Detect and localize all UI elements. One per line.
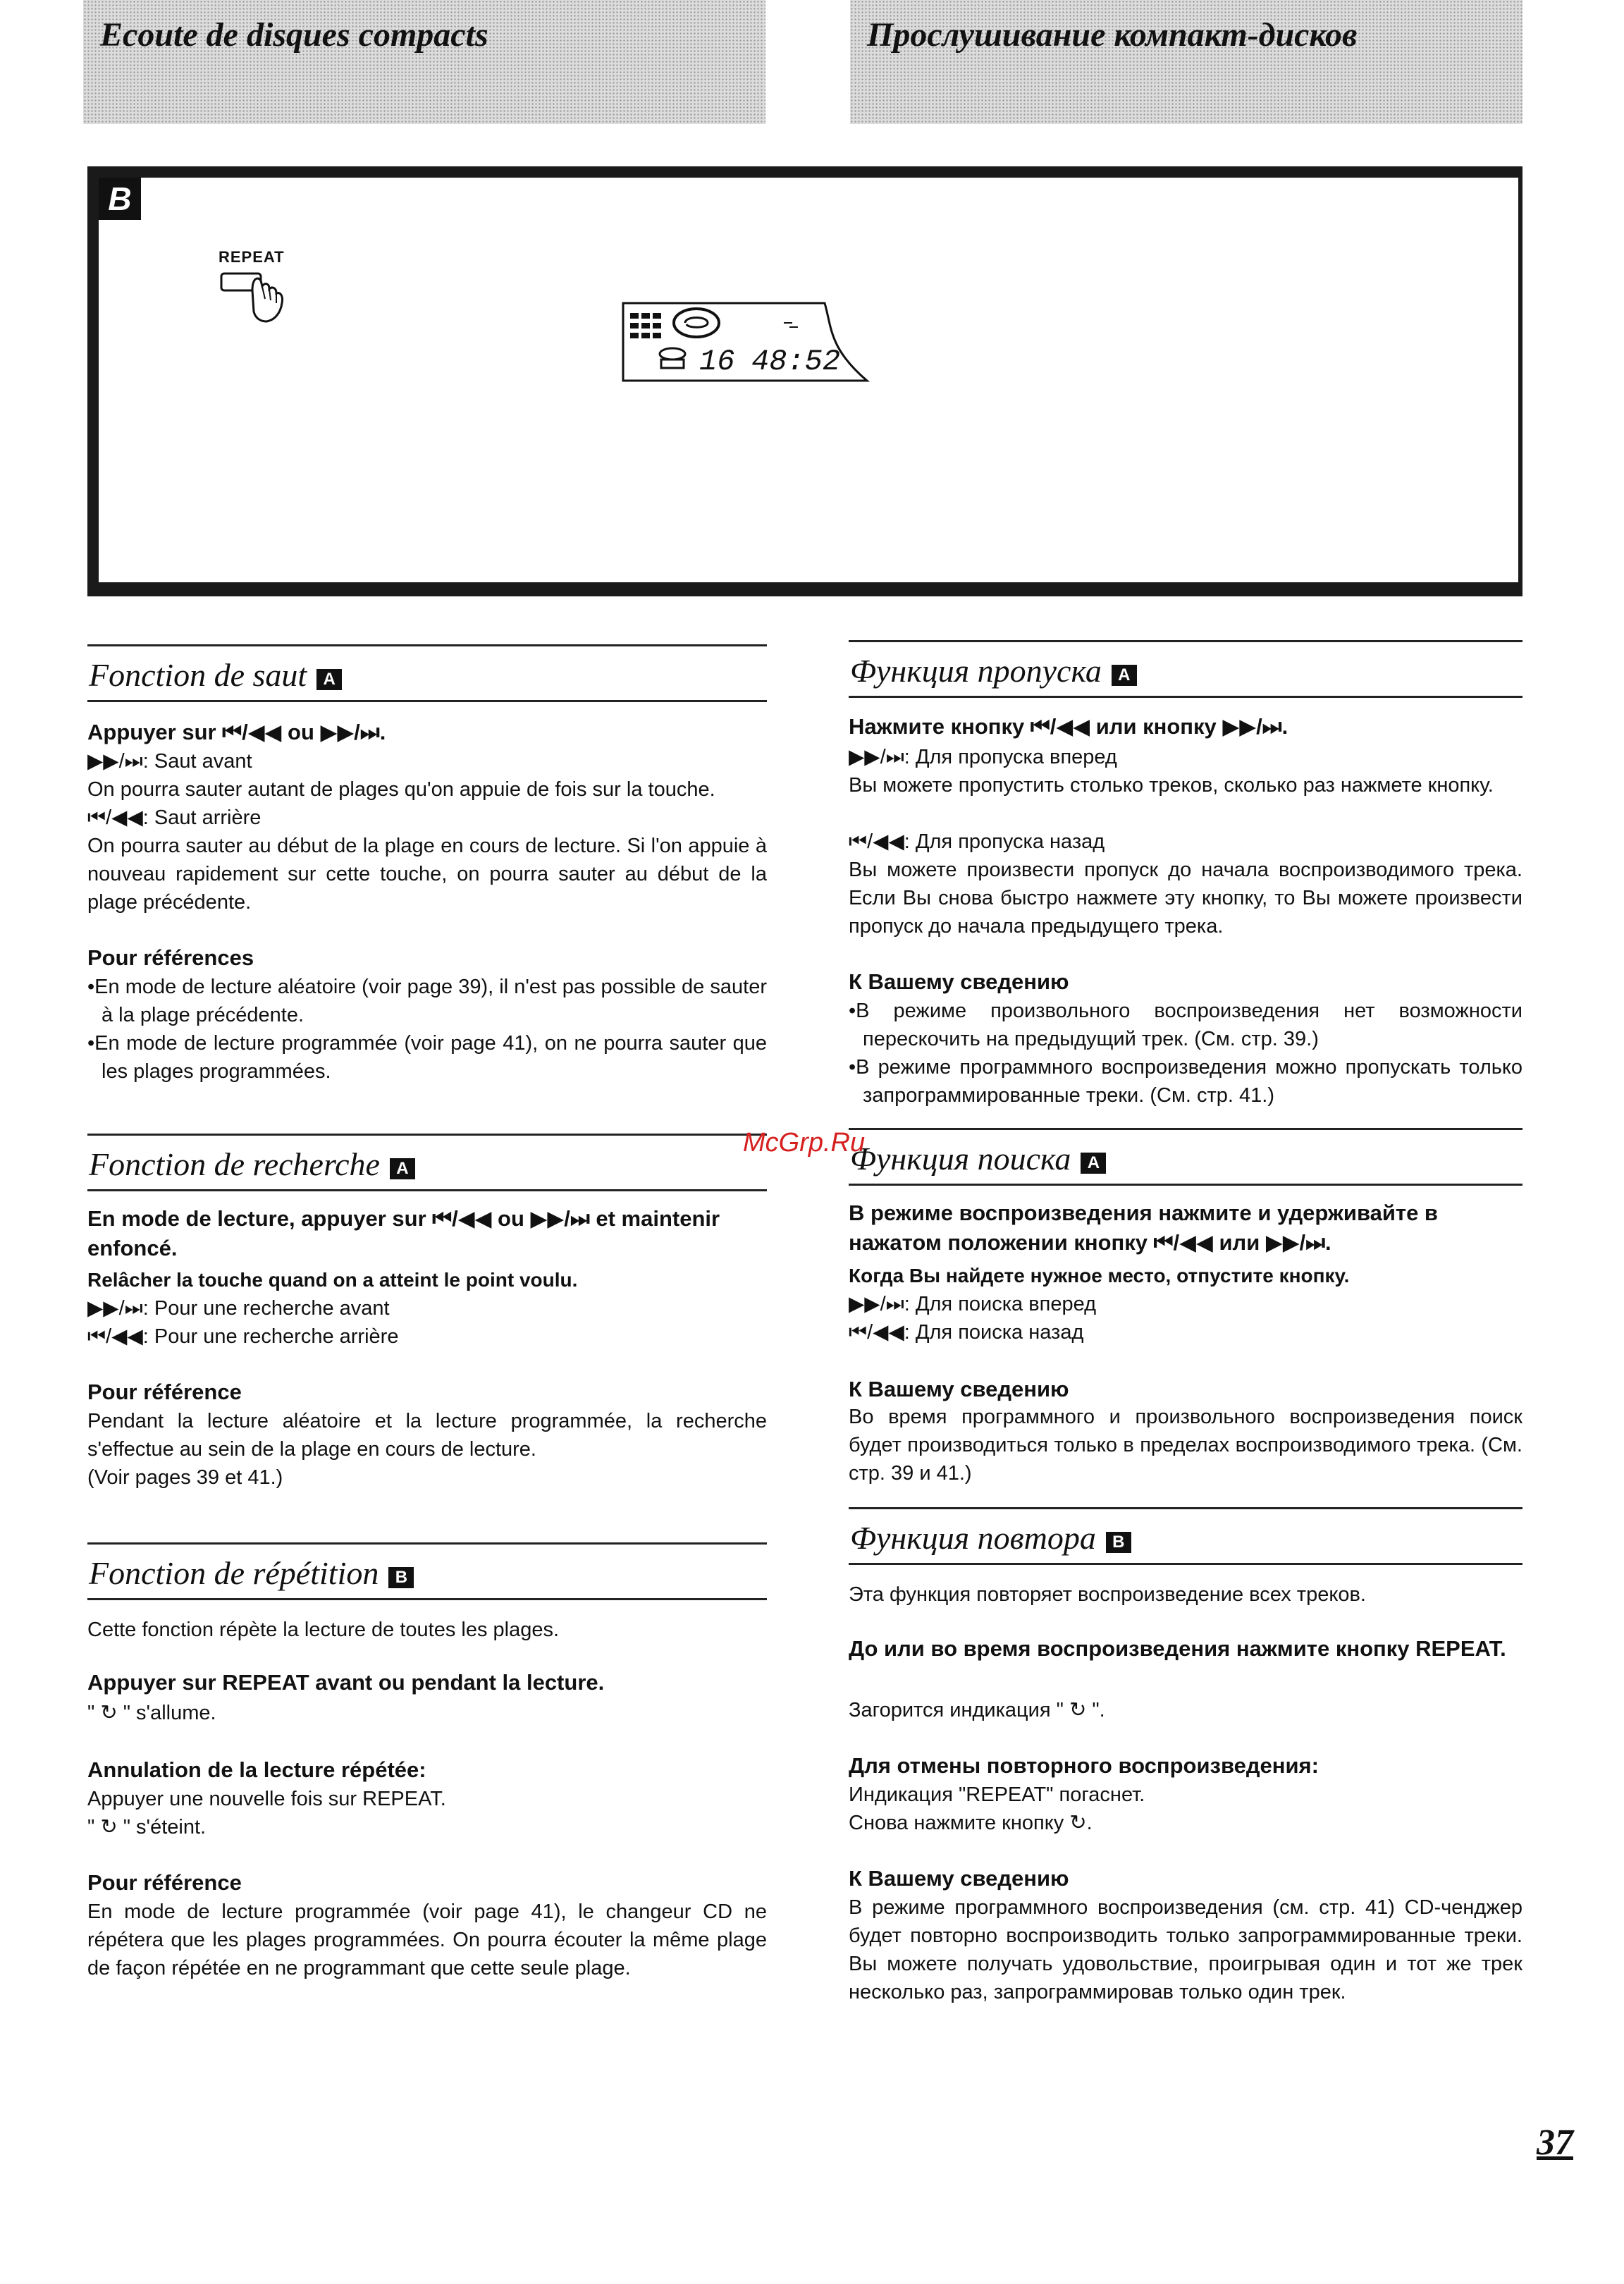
paragraph: On pourra sauter au début de la plage en cours de lecture. Si l'on appuie à nouveau rapidement sur cette touche, on pourra sauter au début de la plage précédente. [87,835,767,914]
release-instruction: Relâcher la touche quand on a atteint le point voulu. [87,1269,578,1291]
reference-title: К Вашему сведению [849,1377,1069,1401]
repeat-label: REPEAT [219,248,285,266]
header-title-russian: Прослушивание компакт-дисков [867,16,1358,54]
bullet: •En mode de lecture programmée (voir page 41), on ne pourra sauter que les plages programmées. [87,1032,767,1083]
section-badge: A [1081,1153,1106,1174]
header-french [83,0,765,124]
line-backward: ⏮/◀◀: Saut arrière [87,806,262,829]
disc-matrix-icon [630,313,661,338]
lcd-display [620,299,881,386]
section-badge: A [1112,665,1137,686]
header-title-french: Ecoute de disques compacts [100,16,488,54]
section-title: Функция поиска [850,1141,1071,1177]
section-header-skip-ru [849,640,1522,698]
cancel-line: Снова нажмите кнопку ↻. [849,1812,1093,1834]
reference-title: Pour références [87,945,254,970]
cancel-title: Annulation de la lecture répétée: [87,1757,426,1782]
cancel-line: Appuyer une nouvelle fois sur REPEAT. [87,1788,446,1810]
section-header-search-ru [849,1128,1522,1186]
reference-title: Pour référence [87,1380,242,1404]
bullet: •В режиме произвольного воспроизведения нет возможности перескочить на предыдущий трек. (См. стр. 39.) [849,1000,1522,1050]
section-badge: A [316,669,342,690]
section-header-repeat-fr [87,1542,767,1600]
cancel-line: " ↻ " s'éteint. [87,1816,207,1838]
instruction: Appuyer sur ⏮/◀◀ ou ▶▶/⏭. [87,720,386,744]
line-backward: ⏮/◀◀: Для пропуска назад [849,830,1105,853]
paragraph: En mode de lecture programmée (voir page 41), le changeur CD ne répétera que les plages programmées. On pourra écouter la même plage de façon répétée en ne programmant que cette seule plage. [87,1901,767,1979]
section-title: Fonction de recherche [89,1146,380,1182]
instruction: Appuyer sur REPEAT avant ou pendant la lecture. [87,1670,605,1695]
reference-title: К Вашему сведению [849,969,1069,994]
instruction: Нажмите кнопку ⏮/◀◀ или кнопку ▶▶/⏭. [849,714,1288,739]
reference-title: Pour référence [87,1870,242,1895]
page-number: 37 [1537,2123,1573,2163]
intro: Cette fonction répète la lecture de toutes les plages. [87,1619,560,1641]
indicator-lit: Загорится индикация " ↻ ". [849,1699,1105,1721]
paragraph: В режиме программного воспроизведения (см. стр. 41) CD-ченджер будет повторно воспроизводить только запрограммированные треки. Вы можете получать удовольствие, проигрывая один и тот же трек несколько раз, запрограммировав только один трек. [849,1896,1522,2003]
finger-press-icon [219,248,310,326]
section-title: Функция повтора [850,1520,1096,1556]
section-title: Fonction de répétition [89,1555,379,1591]
intro: Эта функция повторяет воспроизведение всех треков. [849,1583,1366,1606]
section-title: Fonction de saut [89,657,307,693]
bullet: •En mode de lecture aléatoire (voir page 39), il n'est pas possible de sauter à la plage précédente. [87,976,767,1026]
instruction: До или во время воспроизведения нажмите кнопку REPEAT. [849,1636,1506,1661]
section-badge: B [1106,1532,1131,1553]
paragraph: Вы можете произвести пропуск до начала воспроизводимого трека. Если Вы снова быстро нажмете эту кнопку, то Вы можете произвести пропуск до начала предыдущего трека. [849,859,1522,938]
paragraph: (Voir pages 39 et 41.) [87,1466,283,1489]
bullet: •В режиме программного воспроизведения можно пропускать только запрограммированные треки. (См. стр. 41.) [849,1056,1522,1107]
line-forward: ▶▶/⏭: Pour une recherche avant [87,1297,390,1320]
section-header-repeat-ru [849,1507,1522,1565]
header-russian [850,0,1522,124]
line-backward: ⏮/◀◀: Pour une recherche arrière [87,1325,399,1348]
lcd-time: 48:52 [751,345,841,379]
line-forward: ▶▶/⏭: Для поиска вперед [849,1293,1097,1315]
section-title: Функция пропуска [850,653,1102,689]
watermark: McGrp.Ru [743,1128,866,1158]
indicator-lit: " ↻ " s'allume. [87,1702,216,1724]
lcd-track-number: 16 [699,345,735,379]
line-forward: ▶▶/⏭: Для пропуска вперед [849,746,1117,768]
instruction: В режиме воспроизведения нажмите и удерживайте в нажатом положении кнопку ⏮/◀◀ или ▶▶/⏭. [849,1201,1438,1255]
instruction: En mode de lecture, appuyer sur ⏮/◀◀ ou ▶▶/⏭ et maintenir enfoncé. [87,1206,720,1260]
repeat-button-illustration [219,248,310,326]
paragraph: Во время программного и произвольного воспроизведения поиск будет производиться только в пределах воспроизводимого трека. (См. стр. 39 и 41.) [849,1406,1522,1485]
paragraph: Pendant la lecture aléatoire et la lecture programmée, la recherche s'effectue au sein de la plage en cours de lecture. [87,1410,767,1461]
section-badge: A [390,1158,415,1179]
cancel-line: Индикация "REPEAT" погаснет. [849,1783,1145,1806]
reference-title: К Вашему сведению [849,1866,1069,1891]
section-badge: B [388,1567,414,1588]
section-header-search-fr [87,1134,767,1191]
paragraph: On pourra sauter autant de plages qu'on appuie de fois sur la touche. [87,778,715,801]
line-forward: ▶▶/⏭: Saut avant [87,750,252,773]
paragraph: Вы можете пропустить столько треков, сколько раз нажмете кнопку. [849,774,1494,797]
panel-letter-badge: B [99,178,141,220]
section-header-skip-fr [87,644,767,702]
illustration-panel [87,166,1522,596]
line-backward: ⏮/◀◀: Для поиска назад [849,1321,1084,1344]
release-instruction: Когда Вы найдете нужное место, отпустите кнопку. [849,1265,1350,1287]
cancel-title: Для отмены повторного воспроизведения: [849,1753,1319,1778]
